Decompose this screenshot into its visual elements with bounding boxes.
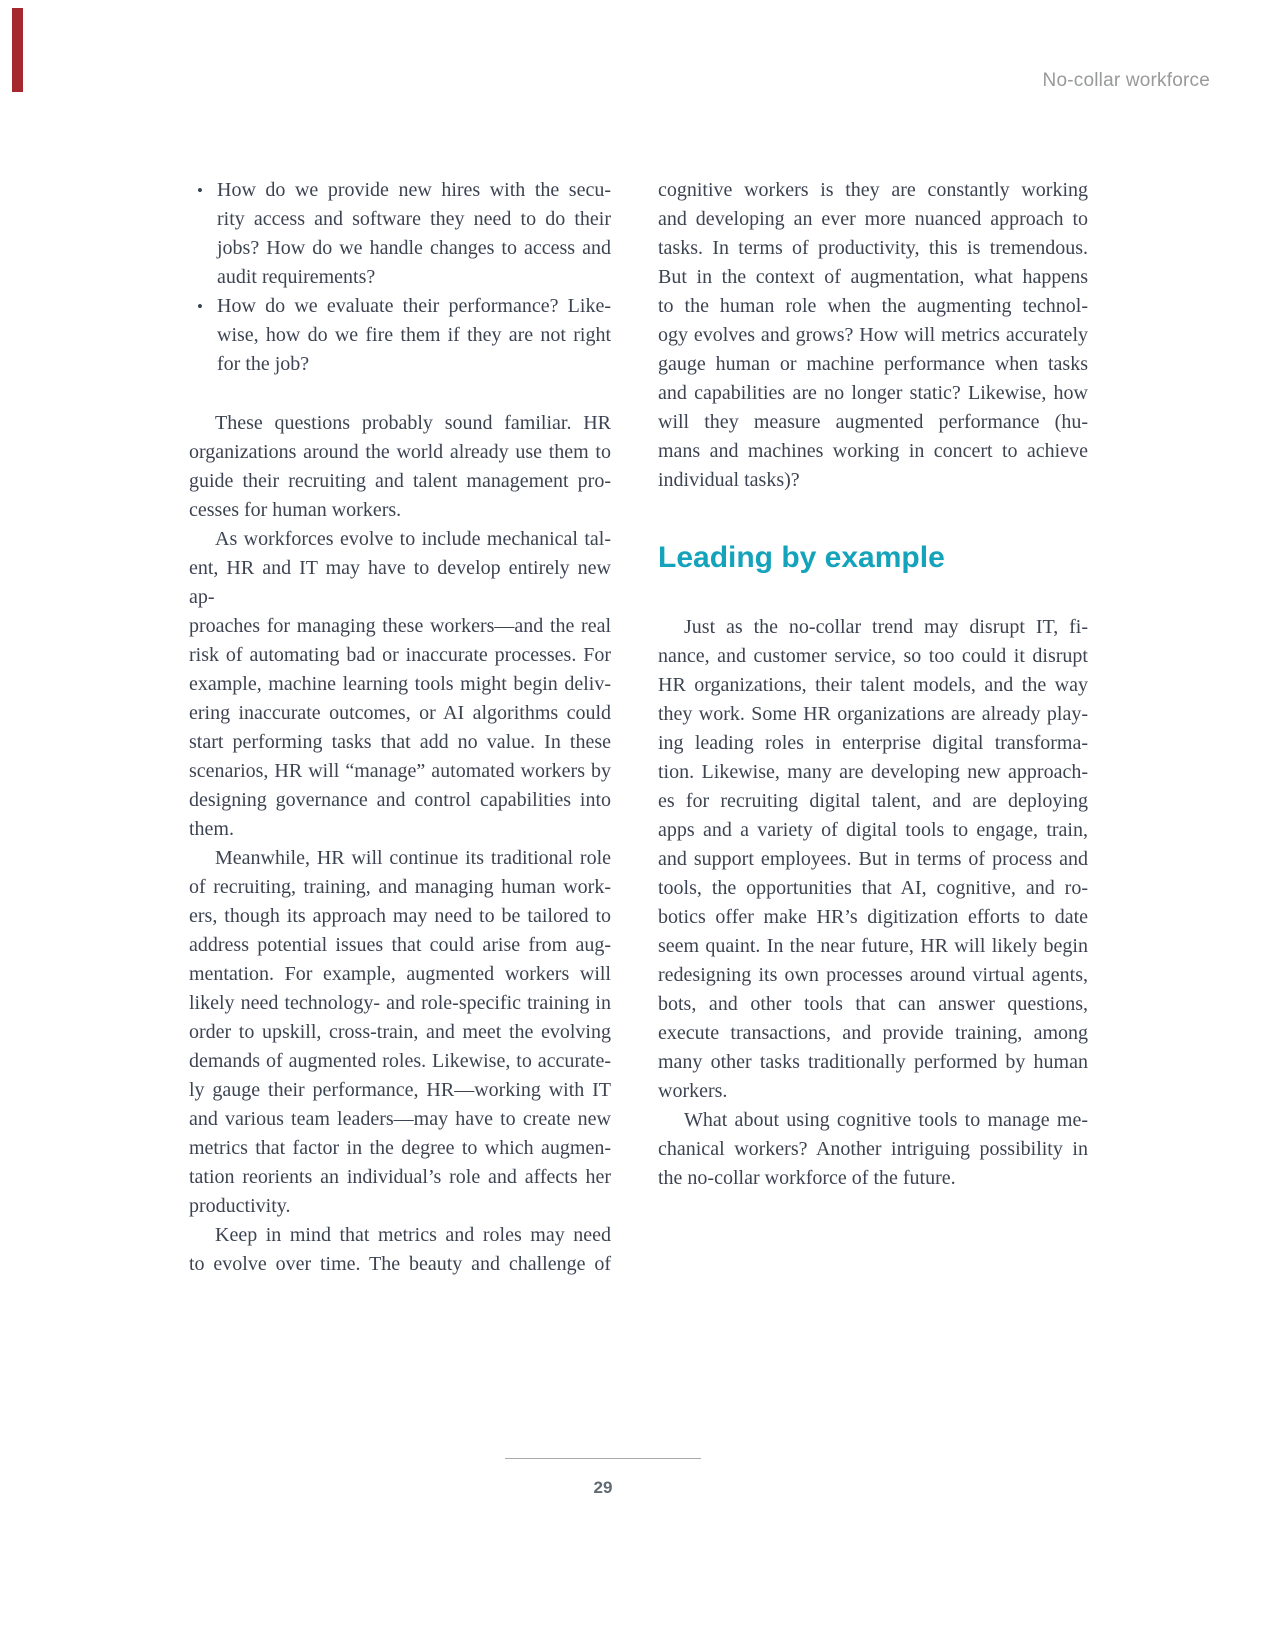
footer-rule	[505, 1458, 701, 1459]
bullet-item	[189, 292, 611, 379]
text-line: As workforces evolve to include mechanical tal-	[215, 528, 611, 550]
paragraph	[658, 613, 1088, 1106]
section-heading: Leading by example	[658, 541, 945, 574]
text-line: start performing tasks that add no value. In these	[189, 731, 611, 753]
text-line: redesigning its own processes around virtual agents,	[658, 964, 1088, 986]
text-line: bots, and other tools that can answer questions,	[658, 993, 1088, 1015]
text-line: address potential issues that could arise from aug-	[189, 934, 611, 956]
running-header: No-collar workforce	[1042, 70, 1210, 91]
text-line: rity access and software they need to do their	[217, 208, 611, 230]
text-line: ogy evolves and grows? How will metrics accurately	[658, 324, 1088, 346]
text-line: order to upskill, cross-train, and meet the evolving	[189, 1021, 611, 1043]
text-line: and various team leaders—may have to create new	[189, 1108, 611, 1130]
text-line: designing governance and control capabilities into	[189, 789, 611, 811]
text-line: and capabilities are no longer static? Likewise, how	[658, 382, 1088, 404]
paragraph	[189, 525, 611, 844]
text-line: HR organizations, their talent models, and the way	[658, 674, 1088, 696]
paragraph	[658, 176, 1088, 495]
text-line: scenarios, HR will “manage” automated workers by	[189, 760, 611, 782]
text-line: How do we provide new hires with the secu-	[217, 179, 611, 201]
text-line: tion. Likewise, many are developing new approach-	[658, 761, 1088, 783]
text-line: execute transactions, and provide training, among	[658, 1022, 1088, 1044]
text-line: to evolve over time. The beauty and challenge of	[189, 1253, 611, 1275]
text-line: organizations around the world already use them to	[189, 441, 611, 463]
left-column	[189, 176, 611, 1279]
text-line: and developing an ever more nuanced approach to	[658, 208, 1088, 230]
text-line: es for recruiting digital talent, and are deploying	[658, 790, 1088, 812]
text-line: individual tasks)?	[658, 469, 800, 491]
text-line: apps and a variety of digital tools to engage, train,	[658, 819, 1088, 841]
text-line: will they measure augmented performance (hu-	[658, 411, 1088, 433]
text-line: risk of automating bad or inaccurate processes. For	[189, 644, 611, 666]
text-line: example, machine learning tools might begin deliv-	[189, 673, 611, 695]
page-number: 29	[593, 1478, 613, 1497]
text-line: botics offer make HR’s digitization efforts to date	[658, 906, 1088, 928]
text-line: for the job?	[217, 353, 310, 375]
text-line: likely need technology- and role-specific training in	[189, 992, 611, 1014]
text-line: demands of augmented roles. Likewise, to accurate-	[189, 1050, 611, 1072]
text-line: the no-collar workforce of the future.	[658, 1167, 956, 1189]
text-line: guide their recruiting and talent management pro-	[189, 470, 611, 492]
bullet-text	[217, 176, 611, 292]
text-line: workers.	[658, 1080, 728, 1102]
text-line: Meanwhile, HR will continue its traditional role	[215, 847, 611, 869]
text-line: to the human role when the augmenting technol-	[658, 295, 1088, 317]
text-line: ering inaccurate outcomes, or AI algorithms could	[189, 702, 611, 724]
text-line: Keep in mind that metrics and roles may need	[215, 1224, 611, 1246]
text-line: nance, and customer service, so too could it disrupt	[658, 645, 1088, 667]
chapter-tab-bar	[12, 8, 23, 92]
paragraph	[189, 409, 611, 525]
bullet-marker-icon: •	[197, 297, 203, 316]
text-line: proaches for managing these workers—and the real	[189, 615, 611, 637]
text-line: many other tasks traditionally performed by human	[658, 1051, 1088, 1073]
text-line: ing leading roles in enterprise digital transforma-	[658, 732, 1088, 754]
text-line: ent, HR and IT may have to develop entirely new ap-	[189, 557, 611, 608]
text-line: audit requirements?	[217, 266, 376, 288]
text-line: jobs? How do we handle changes to access and	[217, 237, 611, 259]
bullet-item	[189, 176, 611, 292]
text-line: them.	[189, 818, 234, 840]
text-line: ers, though its approach may need to be tailored to	[189, 905, 611, 927]
text-line: tools, the opportunities that AI, cognitive, and ro-	[658, 877, 1088, 899]
text-line: of recruiting, training, and managing human work-	[189, 876, 611, 898]
text-line: What about using cognitive tools to manage me-	[684, 1109, 1088, 1131]
text-line: tation reorients an individual’s role and affects her	[189, 1166, 611, 1188]
text-line: productivity.	[189, 1195, 291, 1217]
paragraph	[189, 844, 611, 1221]
text-line: Just as the no-collar trend may disrupt IT, fi-	[684, 616, 1088, 638]
text-line: gauge human or machine performance when tasks	[658, 353, 1088, 375]
text-line: How do we evaluate their performance? Like-	[217, 295, 611, 317]
right-column	[658, 176, 1088, 1193]
bullet-marker-icon: •	[197, 181, 203, 200]
text-line: cesses for human workers.	[189, 499, 402, 521]
text-line: ly gauge their performance, HR—working with IT	[189, 1079, 611, 1101]
paragraph	[189, 1221, 611, 1279]
text-line: cognitive workers is they are constantly working	[658, 179, 1088, 201]
paragraph	[658, 1106, 1088, 1193]
text-line: they work. Some HR organizations are already play-	[658, 703, 1088, 725]
text-line: But in the context of augmentation, what happens	[658, 266, 1088, 288]
text-line: metrics that factor in the degree to which augmen-	[189, 1137, 611, 1159]
text-line: tasks. In terms of productivity, this is tremendous.	[658, 237, 1088, 259]
text-line: seem quaint. In the near future, HR will likely begin	[658, 935, 1088, 957]
text-line: These questions probably sound familiar. HR	[215, 412, 611, 434]
bullet-text	[217, 292, 611, 379]
text-line: chanical workers? Another intriguing possibility in	[658, 1138, 1088, 1160]
text-line: and support employees. But in terms of process and	[658, 848, 1088, 870]
spacer	[189, 379, 611, 409]
text-line: mentation. For example, augmented workers will	[189, 963, 611, 985]
text-line: mans and machines working in concert to achieve	[658, 440, 1088, 462]
text-line: wise, how do we fire them if they are not right	[217, 324, 611, 346]
